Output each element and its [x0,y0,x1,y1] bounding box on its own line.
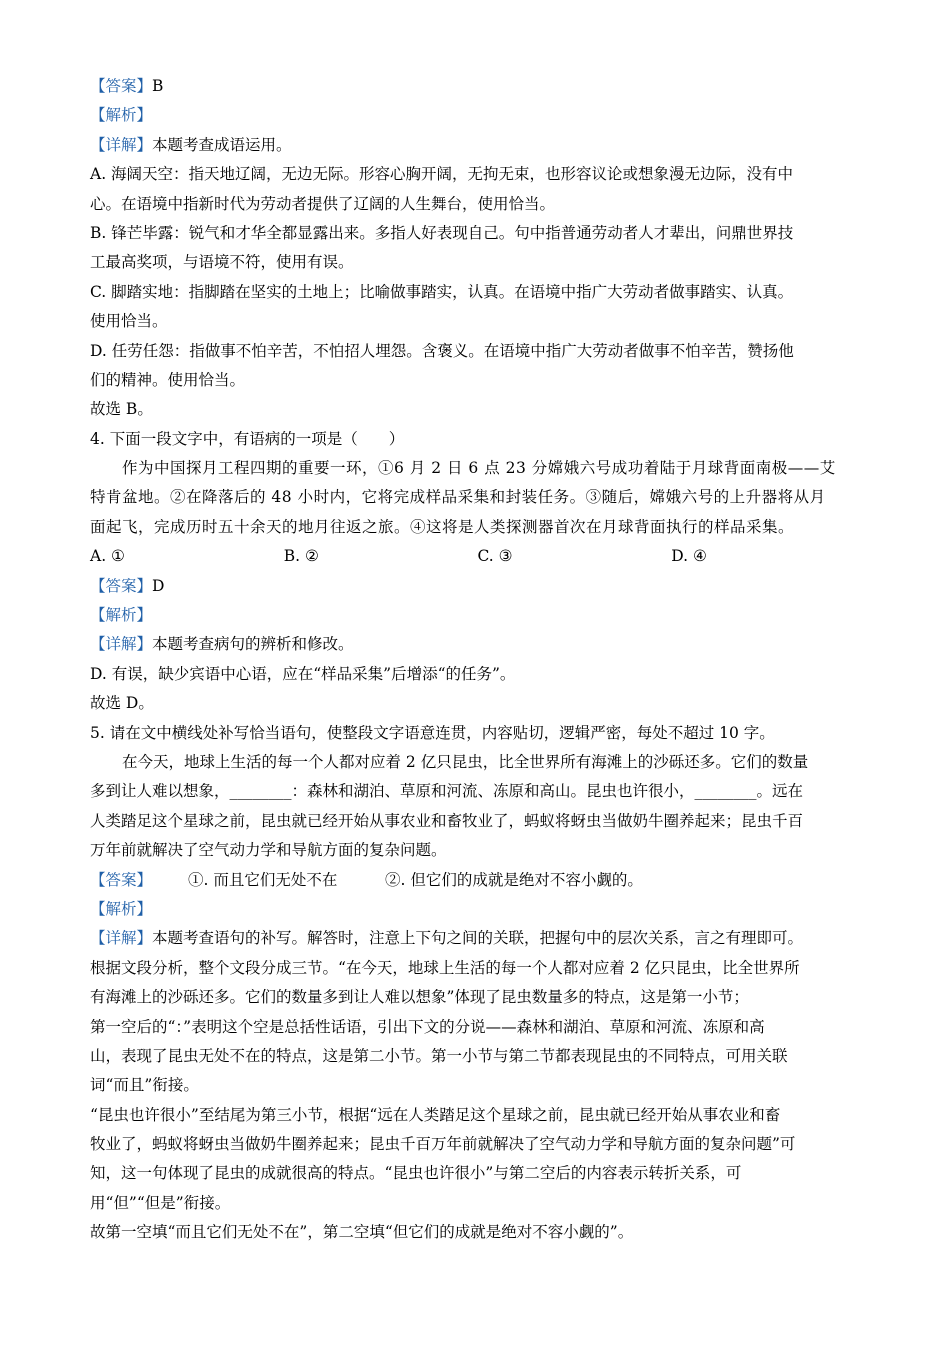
answer-tag: 【答案】 [90,77,153,95]
detail-text: 故第一空填“而且它们无处不在”，第二空填“但它们的成就是绝对不容小觑的”。 [90,1223,634,1242]
detail-tag: 【详解】 [90,135,153,154]
detail-text: 有海滩上的沙砾还多。它们的数量多到让人难以想象”体现了昆虫数量多的特点，这是第一小节； [90,988,749,1007]
detail-text: 根据文段分析，整个文段分成三节。“在今天，地球上生活的每一个人都对应着 2 亿只昆虫，比全世界所 [90,958,800,977]
detail-text: 本题考查语句的补写。解答时，注意上下句之间的关联，把握句中的层次关系，言之有理即可。 [152,929,804,948]
detail-tag: 【详解】 [90,635,153,654]
detail-text: B. 锋芒毕露：锐气和才华全都显露出来。多指人好表现自己。句中指普通劳动者人才辈出，问鼎世界技 [90,223,794,242]
detail-text: 词“而且”衔接。 [90,1076,199,1095]
detail-text: 们的精神。使用恰当。 [90,370,246,389]
detail-text: D. 有误，缺少宾语中心语，应在“样品采集”后增添“的任务”。 [90,664,516,683]
detail-text: 心。在语境中指新时代为劳动者提供了辽阔的人生舞台，使用恰当。 [90,194,556,213]
detail-text: 本题考查成语运用。 [152,135,292,154]
detail-text: 山，表现了昆虫无处不在的特点，这是第二小节。第一小节与第二节都表现昆虫的不同特点，可用关联 [90,1046,788,1065]
analysis-tag: 【解析】 [90,899,153,918]
answer-line [90,572,865,601]
option-c: C. ③ [477,547,513,566]
passage-line: 在今天，地球上生活的每一个人都对应着 2 亿只昆虫，比全世界所有海滩上的沙砾还多。它们的数量 [122,752,809,771]
detail-line [90,131,865,160]
detail-text: “昆虫也许很小”至结尾为第三小节，根据“远在人类踏足这个星球之前，昆虫就已经开始从事农业和畜 [90,1105,781,1124]
passage-line: 人类踏足这个星球之前，昆虫就已经开始从事农业和畜牧业了，蚂蚁将蚜虫当做奶牛圈养起来；昆虫千百 [90,811,804,830]
option-d: D. ④ [671,547,707,566]
answer-value-1: ①. 而且它们无处不在 [188,870,338,889]
analysis-tag: 【解析】 [90,606,153,625]
question-stem: 4. 下面一段文字中，有语病的一项是（ ） [90,429,405,448]
answer-tag: 【答案】 [90,870,153,889]
detail-text: 故选 D。 [90,694,154,713]
passage-line: 万年前就解决了空气动力学和导航方面的复杂问题。 [90,841,447,860]
detail-text: 工最高奖项，与语境不符，使用有误。 [90,253,354,272]
passage-line: 面起飞，完成历时五十余天的地月往返之旅。④这将是人类探测器首次在月球背面执行的样品采集。 [90,517,795,536]
detail-tag: 【详解】 [90,929,153,948]
answer-tag: 【答案】 [90,576,153,595]
passage-line: 多到让人难以想象，________：森林和湖泊、草原和河流、冻原和高山。昆虫也许很小，________。远在 [90,782,804,801]
detail-text: 使用恰当。 [90,312,168,331]
detail-text: A. 海阔天空：指天地辽阔，无边无际。形容心胸开阔，无拘无束，也形容议论或想象漫无边际，没有中 [90,165,794,184]
detail-text: 用“但”“但是”衔接。 [90,1193,231,1212]
detail-text: 第一空后的“：”表明这个空是总括性话语，引出下文的分说——森林和湖泊、草原和河流、冻原和高 [90,1017,765,1036]
detail-text: 知，这一句体现了昆虫的成就很高的特点。“昆虫也许很小”与第二空后的内容表示转折关系，可 [90,1164,742,1183]
detail-text: 故选 B。 [90,400,153,419]
detail-text: D. 任劳任怨：指做事不怕辛苦，不怕招人埋怨。含褒义。在语境中指广大劳动者做事不怕辛苦，赞扬他 [90,341,794,360]
detail-line [90,630,865,659]
passage-line: 特肯盆地。②在降落后的 48 小时内，它将完成样品采集和封装任务。③随后，嫦娥六号的上升器将从月 [90,488,826,507]
option-b: B. ② [283,547,319,566]
answer-value: D [152,576,165,595]
answer-value-2: ②. 但它们的成就是绝对不容小觑的。 [385,870,643,889]
options-row [90,542,865,571]
detail-text: 本题考查病句的辨析和修改。 [152,635,354,654]
passage-line: 作为中国探月工程四期的重要一环，①6 月 2 日 6 点 23 分嫦娥六号成功着陆于月球背面南极——艾 [122,459,836,478]
option-a: A. ① [90,547,125,566]
question-stem: 5. 请在文中横线处补写恰当语句，使整段文字语意连贯，内容贴切，逻辑严密，每处不超过 10 字。 [90,723,775,742]
analysis-tag: 【解析】 [90,106,153,125]
answer-value: B [152,77,164,95]
answer-line [90,866,865,895]
detail-text: C. 脚踏实地：指脚踏在坚实的土地上；比喻做事踏实，认真。在语境中指广大劳动者做事踏实、认真。 [90,282,794,301]
document-page [90,72,865,1248]
detail-text: 牧业了，蚂蚁将蚜虫当做奶牛圈养起来；昆虫千百万年前就解决了空气动力学和导航方面的复杂问题”可 [90,1135,796,1154]
detail-line [90,924,865,953]
answer-line [90,72,865,101]
